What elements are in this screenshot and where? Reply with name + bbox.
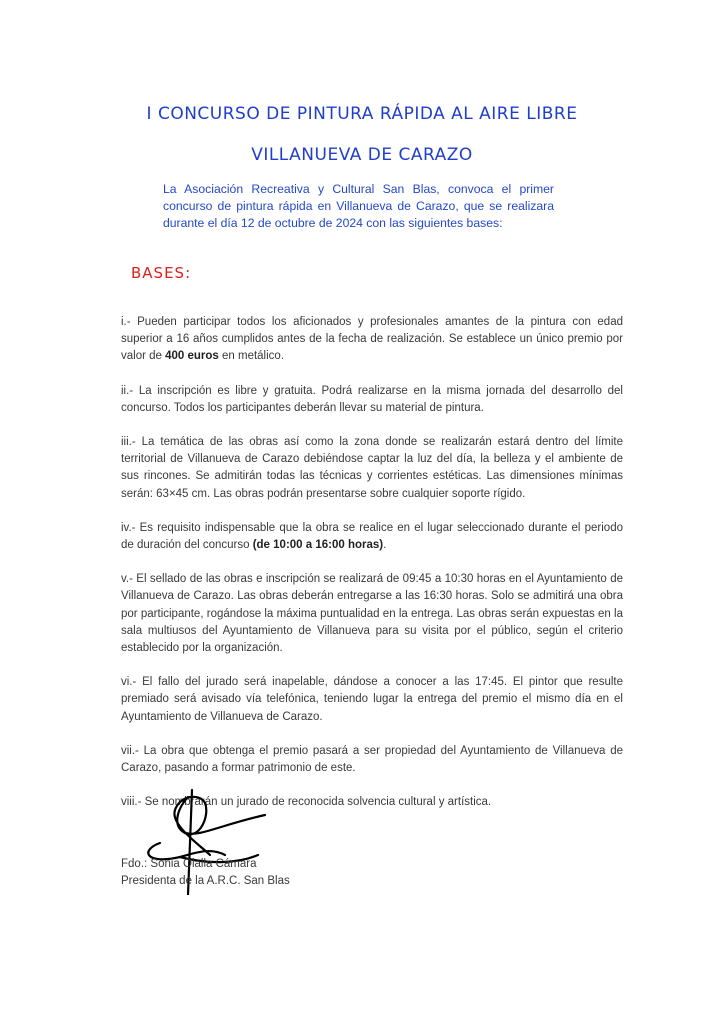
signatory-role: Presidenta de la A.R.C. San Blas <box>121 875 290 887</box>
rule-item: iv.- Es requisito indispensable que la obra se realice en el lugar seleccionado durante el periodo de duración del concurso (de 10:00 a 16:00 horas). <box>121 521 623 552</box>
rule-item: viii.- Se nombrarán un jurado de reconocida solvencia cultural y artística. <box>121 796 492 809</box>
signature-block <box>121 856 290 890</box>
bases-heading: BASES: <box>131 264 192 282</box>
signatory-name: Fdo.: Sonia Olalla Cámara <box>121 858 257 870</box>
rule-item: ii.- La inscripción es libre y gratuita. Podrá realizarse en la misma jornada del desarrollo del concurso. Todos los participantes deberán llevar su material de pintura. <box>121 384 623 414</box>
rule-item: vii.- La obra que obtenga el premio pasará a ser propiedad del Ayuntamiento de Villanueva de Carazo, pasando a formar patrimonio de este. <box>121 744 623 775</box>
intro-paragraph: La Asociación Recreativa y Cultural San Blas, convoca el primer concurso de pintura rápida en Villanueva de Carazo, que se realizara durante el día 12 de octubre de 2024 con las siguientes bases: <box>163 182 554 230</box>
document-subtitle: VILLANUEVA DE CARAZO <box>251 145 473 165</box>
rule-item: v.- El sellado de las obras e inscripción se realizará de 09:45 a 10:30 horas en el Ayuntamiento de Villanueva de Carazo. Las obras deberán entregarse a las 16:30 horas. Solo se admitirá una obra por participante, rogándose la máxima puntualidad en la entrega. Las obras serán expuestas en la sala multiusos del Ayuntamiento de Villanueva para su visita por el público, según el criterio establecido por la organización. <box>121 573 623 655</box>
rule-item: vi.- El fallo del jurado será inapelable, dándose a conocer a las 17:45. El pintor que resulte premiado será avisado vía telefónica, teniendo lugar la entrega del premio el mismo día en el Ayuntamiento de Villanueva de Carazo. <box>121 676 623 723</box>
rules-list <box>121 314 623 828</box>
rule-item: i.- Pueden participar todos los aficionados y profesionales amantes de la pintura con edad superior a 16 años cumplidos antes de la fecha de realización. Se establece un único premio por valor de 400 euros en metálico. <box>121 316 623 363</box>
document-title: I CONCURSO DE PINTURA RÁPIDA AL AIRE LIBRE <box>146 104 578 124</box>
rule-item: iii.- La temática de las obras así como la zona donde se realizarán estará dentro del límite territorial de Villanueva de Carazo debiéndose captar la luz del día, la belleza y el ambiente de sus rincones. Se admitirán todas las técnicas y corrientes estéticas. Las dimensiones mínimas serán: 63×45 cm. Las obras podrán presentarse sobre cualquier soporte rígido. <box>121 436 623 500</box>
